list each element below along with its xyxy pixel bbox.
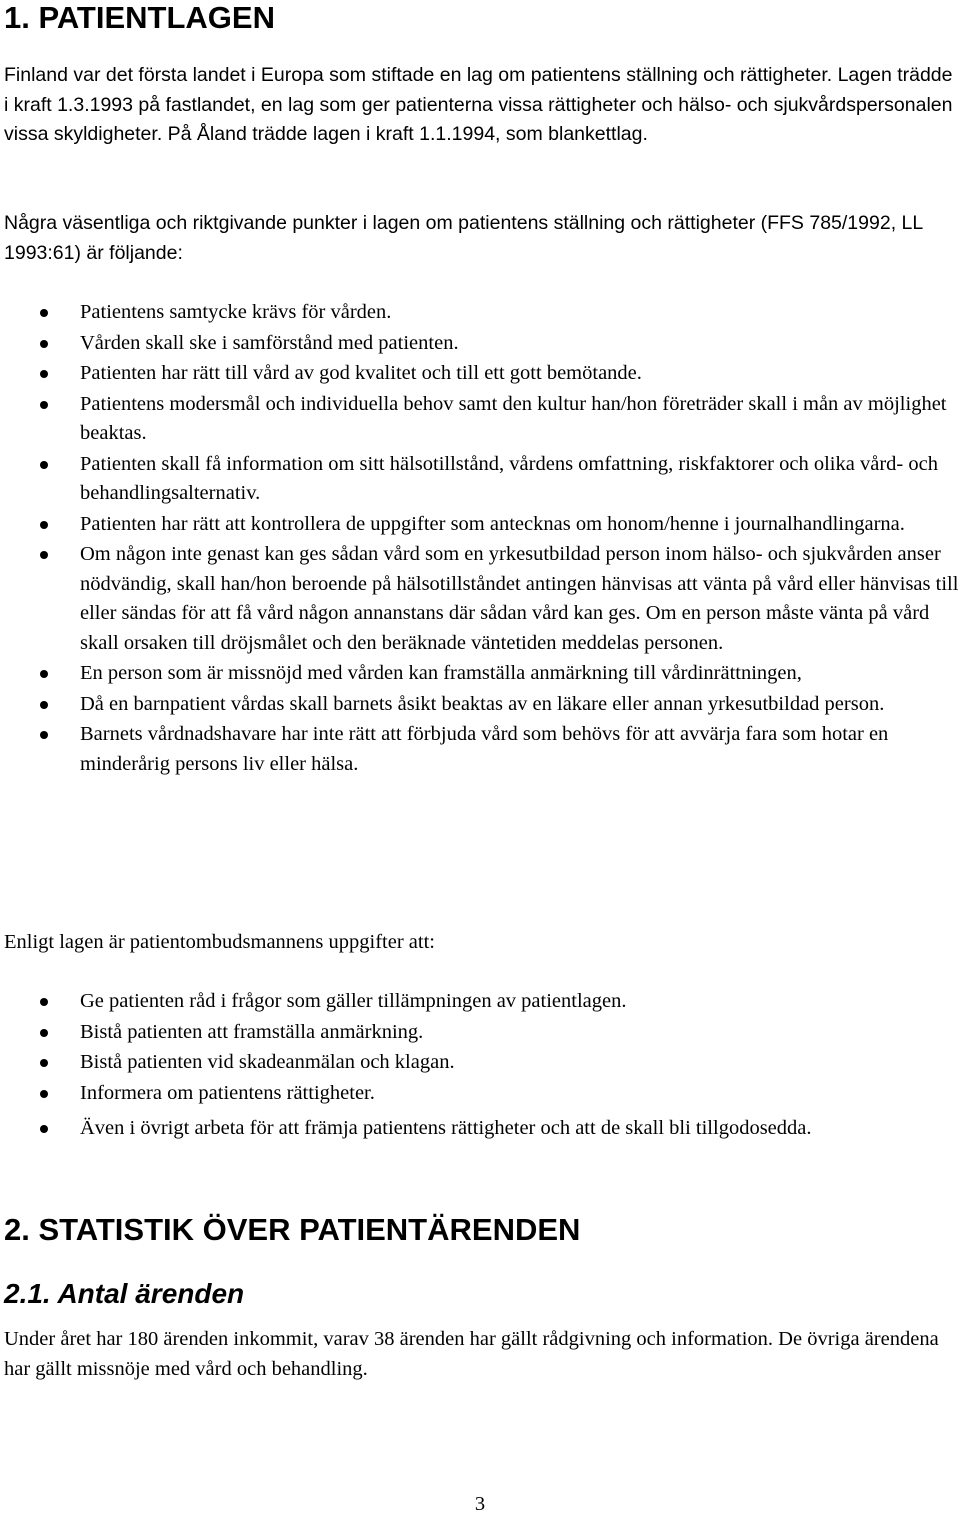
bullet-icon xyxy=(40,370,48,378)
list-item: En person som är missnöjd med vården kan framställa anmärkning till vårdinrättningen, xyxy=(0,659,960,689)
list-item: Barnets vårdnadshavare har inte rätt att förbjuda vård som behövs för att avvärja fara som hotar en minderårig persons liv eller hälsa. xyxy=(0,720,960,779)
section-heading-patientlagen: 1. PATIENTLAGEN xyxy=(4,0,275,35)
list-item: Informera om patientens rättigheter. xyxy=(0,1079,960,1109)
ombud-lead-paragraph: Enligt lagen är patientombudsmannens uppgifter att: xyxy=(4,931,435,953)
list-item: Bistå patienten vid skadeanmälan och klagan. xyxy=(0,1048,960,1078)
bullet-icon xyxy=(40,1090,48,1098)
list-item: Patientens samtycke krävs för vården. xyxy=(0,298,960,328)
bullet-icon xyxy=(40,998,48,1006)
subsection-heading-antal-arenden: 2.1. Antal ärenden xyxy=(4,1278,245,1309)
ombud-duties-list xyxy=(0,987,960,1144)
list-item: Även i övrigt arbeta för att främja patientens rättigheter och att de skall bli tillgodosedda. xyxy=(0,1114,960,1144)
bullet-icon xyxy=(40,551,48,559)
intro-paragraph: Finland var det första landet i Europa som stiftade en lag om patientens ställning och rättigheter. Lagen trädde i kraft 1.3.1993 på fastlandet, en lag som ger patienterna vissa rättigheter och hälso- och sjukvårdspersonalen vissa skyldigheter. På Åland trädde lagen i kraft 1.1.1994, som blankettlag. xyxy=(4,64,953,145)
list-item: Patienten har rätt till vård av god kvalitet och till ett gott bemötande. xyxy=(0,359,960,389)
list-item: Då en barnpatient vårdas skall barnets åsikt beaktas av en läkare eller annan yrkesutbildad person. xyxy=(0,690,960,720)
page-number: 3 xyxy=(474,1493,486,1515)
bullet-icon xyxy=(40,401,48,409)
lead-paragraph: Några väsentliga och riktgivande punkter i lagen om patientens ställning och rättigheter (FFS 785/1992, LL 1993:61) är följande: xyxy=(4,212,923,264)
bullet-icon xyxy=(40,521,48,529)
bullet-icon xyxy=(40,309,48,317)
list-item: Patienten skall få information om sitt hälsotillstånd, vårdens omfattning, riskfaktorer och olika vård- och behandlingsalternativ. xyxy=(0,450,960,509)
list-item: Vården skall ske i samförstånd med patienten. xyxy=(0,329,960,359)
list-item: Om någon inte genast kan ges sådan vård som en yrkesutbildad person inom hälso- och sjukvården anser nödvändig, skall han/hon beroende på hälsotillståndet antingen hänvisas att vänta på vård eller hänvisas till eller sändas för att få vård någon annanstans där sådan vård kan ges. Om en person måste vänta på vård skall orsaken till dröjsmålet och den beräknade väntetiden meddelas personen. xyxy=(0,540,960,658)
bullet-icon xyxy=(40,1059,48,1067)
bullet-icon xyxy=(40,670,48,678)
bullet-icon xyxy=(40,1029,48,1037)
rights-list xyxy=(0,298,960,779)
list-item: Bistå patienten att framställa anmärkning. xyxy=(0,1018,960,1048)
bullet-icon xyxy=(40,731,48,739)
statistics-paragraph: Under året har 180 ärenden inkommit, varav 38 ärenden har gällt rådgivning och information. De övriga ärendena har gällt missnöje med vård och behandling. xyxy=(4,1328,939,1380)
list-item: Patienten har rätt att kontrollera de uppgifter som antecknas om honom/henne i journalhandlingarna. xyxy=(0,510,960,540)
bullet-icon xyxy=(40,461,48,469)
bullet-icon xyxy=(40,701,48,709)
bullet-icon xyxy=(40,340,48,348)
list-item: Ge patienten råd i frågor som gäller tillämpningen av patientlagen. xyxy=(0,987,960,1017)
bullet-icon xyxy=(40,1125,48,1133)
section-heading-statistik: 2. STATISTIK ÖVER PATIENTÄRENDEN xyxy=(4,1212,581,1247)
list-item: Patientens modersmål och individuella behov samt den kultur han/hon företräder skall i mån av möjlighet beaktas. xyxy=(0,390,960,449)
